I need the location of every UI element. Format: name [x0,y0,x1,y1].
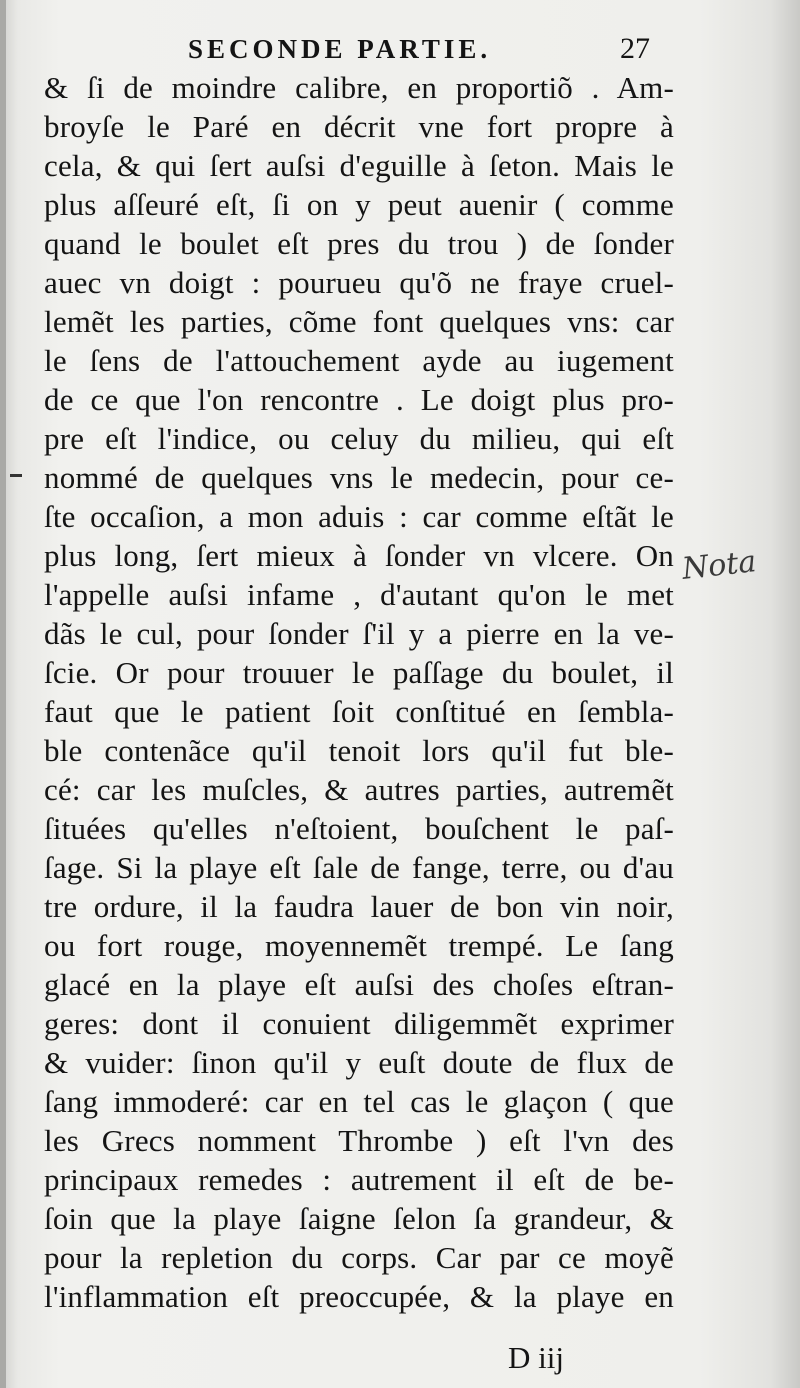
text-line: l'appelle auſsi infame , d'autant qu'on le met [44,577,674,612]
text-line: pour la repletion du corps. Car par ce moyẽ [44,1240,674,1275]
handwritten-marginal-note: Nota [680,544,758,587]
text-line: broyſe le Paré en décrit vne fort propre à [44,109,674,144]
text-line: lemẽt les parties, cõme font quelques vns: car [44,304,674,339]
text-line: nommé de quelques vns le medecin, pour ce- [44,460,674,495]
text-line: plus aſſeuré eſt, ſi on y peut auenir ( comme [44,187,674,222]
text-line: & ſi de moindre calibre, en proportiõ . Am- [44,70,674,105]
margin-mark [10,474,22,477]
text-line: ble contenãce qu'il tenoit lors qu'il fut ble- [44,733,674,768]
text-line: ſage. Si la playe eſt ſale de fange, terre, ou d'au [44,850,674,885]
text-line: quand le boulet eſt pres du trou ) de ſonder [44,226,674,261]
page-number: 27 [620,32,650,65]
text-line: les Grecs nomment Thrombe ) eſt l'vn des [44,1123,674,1158]
gutter-shadow [0,0,6,1388]
text-line: pre eſt l'indice, ou celuy du milieu, qui eſt [44,421,674,456]
text-line: & vuider: ſinon qu'il y euſt doute de flux de [44,1045,674,1080]
text-line: le ſens de l'attouchement ayde au iugement [44,343,674,378]
text-line: plus long, ſert mieux à ſonder vn vlcere. On [44,538,674,573]
text-line: geres: dont il conuient diligemmẽt exprimer [44,1006,674,1041]
text-line: faut que le patient ſoit conſtitué en ſembla- [44,694,674,729]
text-line: ſituées qu'elles n'eſtoient, bouſchent le paſ- [44,811,674,846]
text-line: ſte occaſion, a mon aduis : car comme eſtãt le [44,499,674,534]
signature-mark: D iij [508,1340,564,1375]
text-line: l'inflammation eſt preoccupée, & la playe en [44,1279,674,1314]
text-line: cé: car les muſcles, & autres parties, autremẽt [44,772,674,807]
text-line: ſang immoderé: car en tel cas le glaçon ( que [44,1084,674,1119]
body-text [44,68,674,1316]
text-line: de ce que l'on rencontre . Le doigt plus pro- [44,382,674,417]
page-header [0,28,800,68]
text-line: tre ordure, il la faudra lauer de bon vin noir, [44,889,674,924]
text-line: dãs le cul, pour ſonder ſ'il y a pierre en la ve- [44,616,674,651]
text-line: cela, & qui ſert auſsi d'eguille à ſeton. Mais le [44,148,674,183]
text-line: ſoin que la playe ſaigne ſelon ſa grandeur, & [44,1201,674,1236]
text-line: ſcie. Or pour trouuer le paſſage du boulet, il [44,655,674,690]
text-line: glacé en la playe eſt auſsi des choſes eſtran- [44,967,674,1002]
text-line: auec vn doigt : pourueu qu'õ ne fraye cruel- [44,265,674,300]
text-line: ou fort rouge, moyennemẽt trempé. Le ſang [44,928,674,963]
running-head: SECONDE PARTIE. [188,34,492,64]
text-line: principaux remedes : autrement il eſt de be- [44,1162,674,1197]
